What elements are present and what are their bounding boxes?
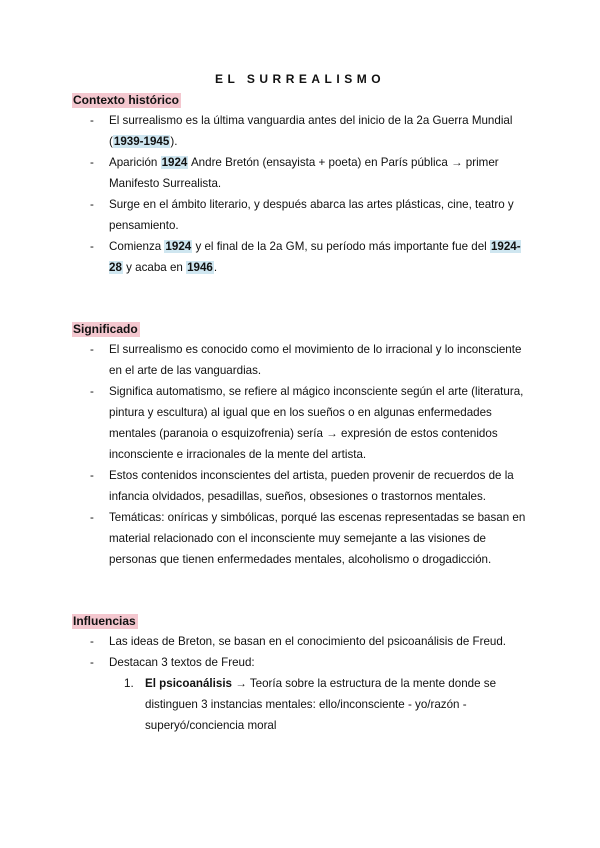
bullet-dash: -: [90, 385, 94, 398]
list-item: - Estos contenidos inconscientes del artista, pueden provenir de recuerdos de la infancia olvidados, pesadillas, sueños, obsesiones o trastornos mentales.: [0, 465, 600, 507]
list-item: - Las ideas de Breton, se basan en el conocimiento del psicoanálisis de Freud.: [0, 631, 600, 652]
list-item: - Surge en el ámbito literario, y después abarca las artes plásticas, cine, teatro y pensamiento.: [0, 194, 600, 236]
list-item: - Destacan 3 textos de Freud:: [0, 652, 600, 673]
bullet-dash: -: [90, 656, 94, 669]
significado-list: [0, 339, 600, 570]
list-item: - Comienza 1924 y el final de la 2a GM, su período más importante fue del 1924-28 y acaba en 1946.: [0, 236, 600, 278]
list-item: - El surrealismo es la última vanguardia antes del inicio de la 2a Guerra Mundial (1939-1945).: [0, 110, 600, 152]
section-heading-influencias: Influencias: [73, 614, 136, 628]
document-title: EL SURREALISMO: [214, 72, 386, 86]
list-item: - Temáticas: oníricas y simbólicas, porqué las escenas representadas se basan en material relacionado con el inconsciente muy semejante a las visiones de personas que tienen enfermedades mentales, alcoholismo o drogadicción.: [0, 507, 600, 570]
list-item: - El surrealismo es conocido como el movimiento de lo irracional y lo inconsciente en el arte de las vanguardias.: [0, 339, 600, 381]
influencias-list: [0, 631, 600, 736]
highlight-date: 1946: [187, 261, 213, 274]
highlight-date: 1924: [165, 240, 192, 253]
bullet-dash: -: [90, 156, 94, 169]
highlight-date: 1939-1945: [113, 135, 170, 148]
list-item: - Aparición 1924 Andre Bretón (ensayista + poeta) en París pública → primer Manifesto Surrealista.: [0, 152, 600, 194]
bullet-dash: -: [90, 469, 94, 482]
highlight-date: 1924-28: [109, 240, 521, 274]
section-heading-contexto: Contexto histórico: [73, 93, 180, 107]
bullet-dash: -: [90, 240, 94, 253]
numbered-item: 1. El psicoanálisis → Teoría sobre la estructura de la mente donde se distinguen 3 instancias mentales: ello/inconsciente - yo/razón - superyó/conciencia moral: [0, 673, 600, 736]
bullet-dash: -: [90, 343, 94, 356]
bullet-dash: -: [90, 511, 94, 524]
highlight-date: 1924: [161, 156, 188, 169]
bullet-dash: -: [90, 114, 94, 127]
item-number: 1.: [124, 677, 134, 690]
list-item: - Significa automatismo, se refiere al mágico inconsciente según el arte (literatura, pintura y escultura) al igual que en los sueños o en algunas enfermedades mentales (paranoia o esquizofrenia) sería → expresión de estos contenidos inconsciente e irracionales de la mente del artista.: [0, 381, 600, 465]
bullet-dash: -: [90, 198, 94, 211]
contexto-list: [0, 110, 600, 278]
section-heading-significado: Significado: [73, 322, 138, 336]
bullet-dash: -: [90, 635, 94, 648]
bold-term: El psicoanálisis: [145, 677, 232, 690]
